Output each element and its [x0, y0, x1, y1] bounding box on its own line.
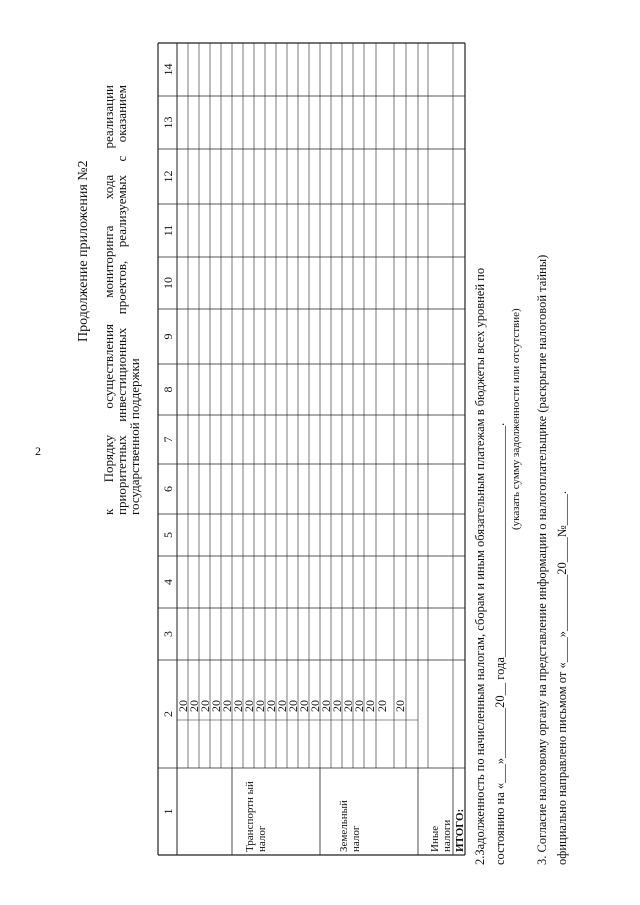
row-label-other-taxes: Иные налоги	[429, 819, 453, 852]
column-number: 9	[161, 333, 175, 340]
year-prefix: 20	[176, 700, 190, 712]
year-prefix: 20	[375, 700, 389, 712]
page-number: 2	[35, 444, 41, 458]
row-label-transport-tax: Транспортн ый налог	[244, 781, 268, 852]
year-prefix: 20	[341, 700, 355, 712]
year-prefix: 20	[209, 700, 223, 712]
column-number: 1	[161, 808, 175, 815]
note-debt-date: состоянию на «___»________20__ года_____________________________________.	[493, 422, 507, 865]
header-line: государственной поддержки	[127, 358, 142, 515]
year-prefix: 20	[319, 700, 333, 712]
notes-section	[470, 65, 572, 865]
year-prefix: 20	[352, 700, 366, 712]
year-prefix: 20	[231, 700, 245, 712]
year-prefix: 20	[308, 700, 322, 712]
year-prefix: 20	[242, 700, 256, 712]
column-number: 10	[161, 277, 175, 289]
note-debt-hint: (указать сумму задолженности или отсутствие)	[510, 308, 522, 530]
note-consent: 3. Согласие налоговому органу на представление информации о налогоплательщике (раскрытие налоговой тайны)	[535, 254, 549, 865]
year-prefix: 20	[286, 700, 300, 712]
column-number: 7	[161, 436, 175, 443]
year-prefix: 20	[198, 700, 212, 712]
column-number: 13	[161, 116, 175, 129]
year-prefix: 20	[264, 700, 278, 712]
header-line: приоритетных инвестиционных проектов, реализуемых с оказанием	[114, 85, 129, 515]
row-label-land-tax: Земельный налог	[338, 800, 362, 852]
column-number: 5	[161, 532, 175, 538]
column-number: 14	[161, 63, 175, 76]
note-consent-letter: официально направлено письмом от «____»_________20____№_____.	[555, 490, 569, 865]
column-number: 4	[161, 579, 175, 585]
row-label-total: ИТОГО:	[454, 808, 466, 852]
note-debt: 2.Задолженность по начисленным налогам, сборам и иным обязательным платежам в бюджеты всех уровней по	[473, 267, 487, 865]
year-prefix: 20	[275, 700, 289, 712]
year-prefix: 20	[363, 700, 377, 712]
column-number: 2	[161, 711, 175, 717]
year-prefix: 20	[253, 700, 267, 712]
header-line: к Порядку осуществления мониторинга хода реализации	[101, 85, 116, 515]
year-prefix: 20	[330, 700, 344, 712]
column-number: 12	[161, 170, 175, 183]
column-number: 8	[161, 386, 175, 393]
column-number: 11	[161, 224, 175, 237]
year-prefix: 20	[393, 700, 407, 712]
continuation-title: Продолжение приложения №2	[76, 160, 91, 342]
year-prefix: 20	[297, 700, 311, 712]
year-prefix: 20	[187, 700, 201, 712]
column-number: 6	[161, 486, 175, 492]
year-prefix: 20	[220, 700, 234, 712]
column-number: 3	[161, 631, 175, 637]
